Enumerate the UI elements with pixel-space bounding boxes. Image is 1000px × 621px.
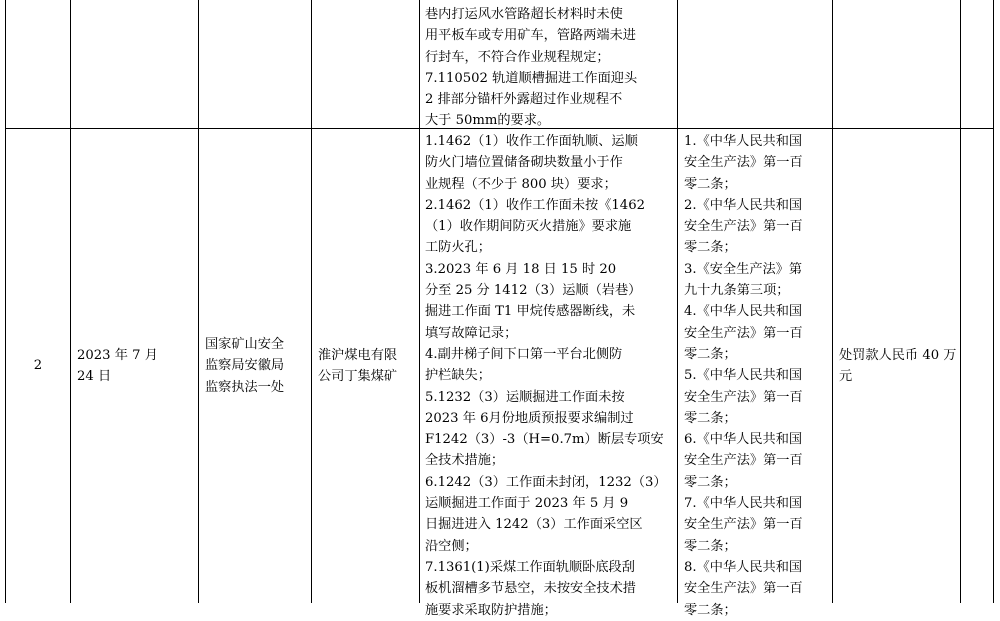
violation-line: 分至 25 分 1412（3）运顺（岩巷） — [425, 283, 642, 299]
violation-line: 运顺掘进工作面于 2023 年 5 月 9 — [425, 496, 629, 512]
basis-line: 零二条； — [684, 346, 737, 362]
violation-line: 2 排部分锚杆外露超过作业规程不 — [425, 92, 623, 108]
violations-cell — [425, 131, 676, 618]
basis-line: 九十九条第三项； — [684, 283, 790, 299]
penalty-cell — [839, 129, 959, 603]
column-divider — [70, 0, 71, 603]
basis-line: 安全生产法》第一百 — [684, 517, 803, 533]
basis-line: 2.《中华人民共和国 — [684, 197, 803, 213]
violation-line: （1）收作期间防灭火措施》要求施 — [425, 219, 632, 235]
basis-line: 3.《安全生产法》第 — [684, 261, 803, 277]
violation-line: 日掘进进入 1242（3）工作面采空区 — [425, 517, 643, 533]
violation-line: 5.1232（3）运顺掘进工作面未按 — [425, 389, 625, 405]
date-cell — [77, 129, 197, 603]
row-index-cell — [6, 129, 70, 603]
basis-line: 6.《中华人民共和国 — [684, 432, 803, 448]
basis-line: 安全生产法》第一百 — [684, 389, 803, 405]
basis-line: 零二条； — [684, 240, 737, 256]
violation-line: 工防火孔； — [425, 240, 491, 256]
violation-line: 施要求采取防护措施； — [425, 602, 557, 618]
column-divider — [311, 0, 312, 603]
basis-line: 安全生产法》第一百 — [684, 453, 803, 469]
penalty-line: 元 — [839, 369, 853, 384]
violation-line: 7.1361(1)采煤工作面轨顺卧底段刮 — [425, 559, 635, 575]
basis-line: 安全生产法》第一百 — [684, 155, 803, 171]
violation-line: 板机溜槽多节悬空，未按安全技术措 — [425, 581, 636, 597]
violation-line: 业规程（不少于 800 块）要求； — [425, 176, 617, 192]
company-line: 淮沪煤电有限 — [318, 347, 398, 363]
authority-line: 监察执法一处 — [205, 379, 285, 395]
violation-line: 防火门墙位置储备砌块数量小于作 — [425, 155, 623, 171]
violation-line: 填写故障记录； — [425, 325, 518, 341]
basis-line: 7.《中华人民共和国 — [684, 496, 803, 512]
violation-line: 7.110502 轨道顺槽掘进工作面迎头 — [425, 70, 638, 86]
date-line: 2023 年 7 月 — [77, 347, 158, 363]
company-line: 公司丁集煤矿 — [318, 369, 398, 384]
column-divider — [960, 0, 961, 603]
column-divider — [419, 0, 420, 603]
violation-line: 掘进工作面 T1 甲烷传感器断线，未 — [425, 304, 636, 320]
column-divider — [198, 0, 199, 603]
row-index: 2 — [33, 358, 43, 374]
violation-line: F1242（3）-3（H=0.7m）断层专项安 — [425, 432, 664, 448]
column-divider — [677, 0, 678, 603]
basis-line: 零二条； — [684, 602, 737, 618]
violation-line: 全技术措施； — [425, 453, 505, 469]
basis-line: 零二条； — [684, 474, 737, 490]
violation-line: 2023 年 6月份地质预报要求编制过 — [425, 410, 634, 426]
violation-line: 沿空侧； — [425, 538, 478, 554]
basis-line: 8.《中华人民共和国 — [684, 559, 803, 575]
date-line: 24 日 — [77, 369, 112, 384]
violation-line: 巷内打运风水管路超长材料时未使 — [425, 7, 623, 22]
authority-line: 监察局安徽局 — [205, 358, 285, 374]
column-divider — [832, 0, 833, 603]
basis-line: 安全生产法》第一百 — [684, 325, 803, 341]
violation-line: 6.1242（3）工作面未封闭，1232（3） — [425, 474, 667, 490]
basis-line: 安全生产法》第一百 — [684, 219, 803, 235]
basis-line: 安全生产法》第一百 — [684, 581, 803, 597]
basis-line: 1.《中华人民共和国 — [684, 134, 803, 149]
basis-line: 零二条； — [684, 410, 737, 426]
previous-row-violations-cell — [425, 4, 675, 132]
basis-line: 5.《中华人民共和国 — [684, 368, 803, 384]
violation-line: 行封车，不符合作业规程规定； — [425, 49, 610, 65]
company-cell — [318, 129, 418, 603]
penalty-line: 处罚款人民币 40 万 — [839, 347, 957, 363]
basis-line: 零二条； — [684, 176, 737, 192]
violation-line: 护栏缺失； — [425, 368, 491, 384]
authority-line: 国家矿山安全 — [205, 337, 285, 353]
legal-basis-cell — [684, 131, 831, 618]
violation-line: 3.2023 年 6 月 18 日 15 时 20 — [425, 261, 617, 277]
violation-line: 用平板车或专用矿车，管路两端未进 — [425, 28, 636, 44]
violation-line: 1.1462（1）收作工作面轨顺、运顺 — [425, 134, 638, 149]
violation-line: 4.副井梯子间下口第一平台北侧防 — [425, 346, 623, 362]
authority-cell — [205, 129, 310, 603]
basis-line: 零二条； — [684, 538, 737, 554]
violation-line: 2.1462（1）收作工作面未按《1462 — [425, 197, 645, 213]
table-border-right — [993, 0, 994, 603]
violation-line: 大于 50mm的要求。 — [425, 113, 551, 129]
basis-line: 4.《中华人民共和国 — [684, 304, 803, 320]
